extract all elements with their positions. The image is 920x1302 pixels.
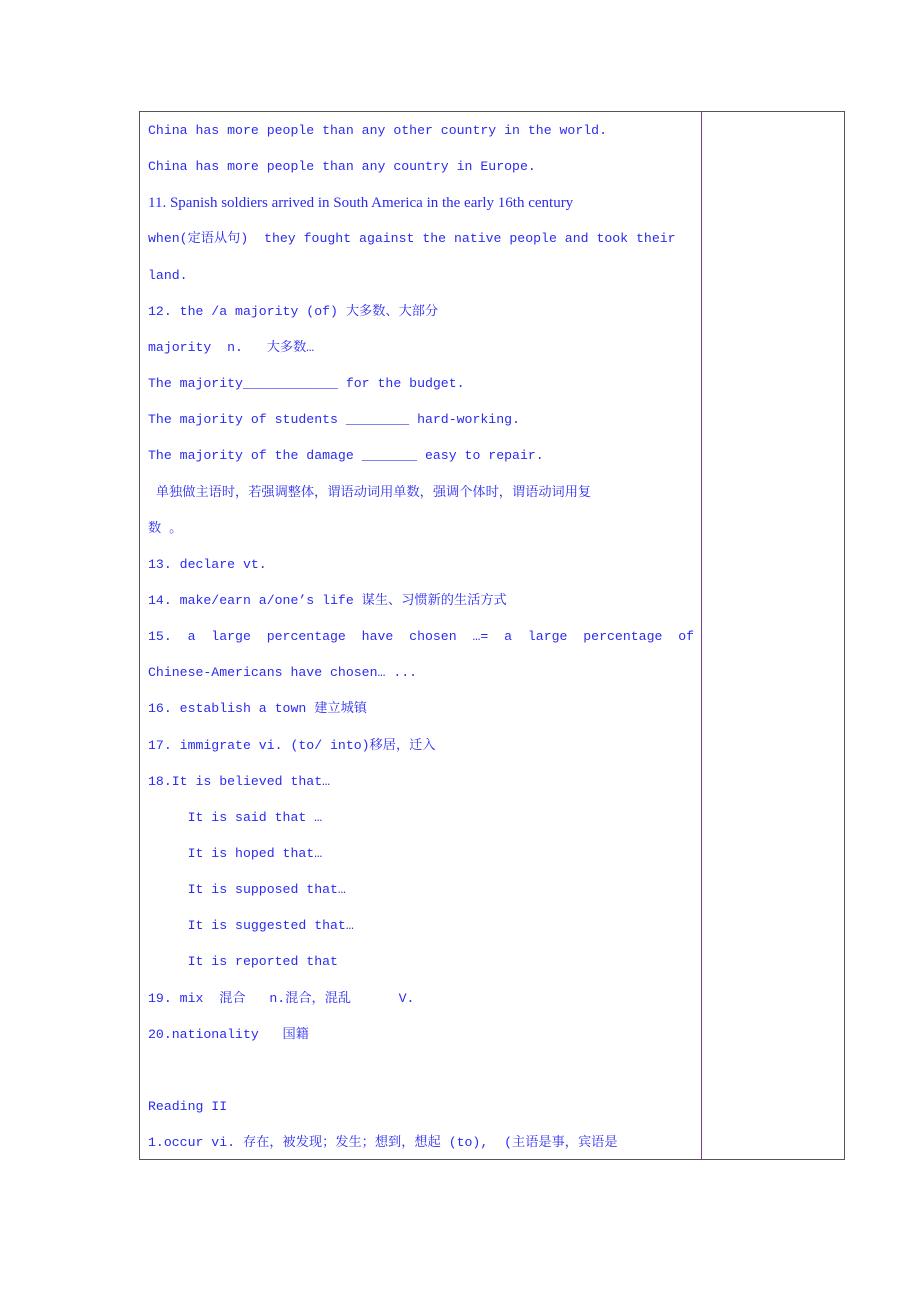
notes-column xyxy=(140,112,702,1159)
text-line: China has more people than any other country in the world. xyxy=(148,123,607,138)
notes-table xyxy=(139,111,845,1160)
text-line: 15. a large percentage have chosen …= a large percentage of xyxy=(148,629,695,645)
text-line: 20.nationality 国籍 xyxy=(148,1026,309,1042)
text-line: It is supposed that… xyxy=(148,882,346,898)
text-line: 18.It is believed that… xyxy=(148,773,331,789)
text-line: 13. declare vt. xyxy=(148,556,267,572)
text-line: Chinese-Americans have chosen… ... xyxy=(148,665,418,681)
text-line: 17. immigrate vi. (to/ into)移居，迁入 xyxy=(148,737,436,753)
text-line: 1.occur vi. 存在，被发现；发生；想到，想起 (to), (主语是事，宾语是 xyxy=(148,1135,618,1151)
text-line: when(定语从句) they fought against the native people and took their xyxy=(148,231,676,247)
text-line: The majority of the damage _______ easy to repair. xyxy=(148,448,544,464)
text-line: 12. the /a majority (of) 大多数、大部分 xyxy=(148,303,439,319)
text-line: The majority____________ for the budget. xyxy=(148,376,465,392)
text-line: It is hoped that… xyxy=(148,846,323,861)
text-line: China has more people than any country in Europe. xyxy=(148,159,536,175)
text-line: It is suggested that… xyxy=(148,918,354,934)
empty-side-column xyxy=(702,112,844,1159)
text-line: Reading II xyxy=(148,1099,228,1115)
text-line: It is said that … xyxy=(148,809,323,825)
text-line: land. xyxy=(148,267,188,283)
text-line: majority n. 大多数… xyxy=(148,339,315,355)
text-line: 19. mix 混合 n.混合，混乱 V. xyxy=(148,990,415,1006)
text-line: It is reported that xyxy=(148,954,338,970)
text-line: 16. establish a town 建立城镇 xyxy=(148,701,367,717)
text-line: 11. Spanish soldiers arrived in South America in the early 16th century xyxy=(148,195,574,212)
text-line: 单独做主语时，若强调整体，谓语动词用单数，强调个体时，谓语动词用复 xyxy=(148,484,592,500)
text-line: 14. make/earn a/one’s life 谋生、习惯新的生活方式 xyxy=(148,592,507,608)
text-line: 数 。 xyxy=(148,520,183,536)
text-line: The majority of students ________ hard-working. xyxy=(148,412,520,428)
